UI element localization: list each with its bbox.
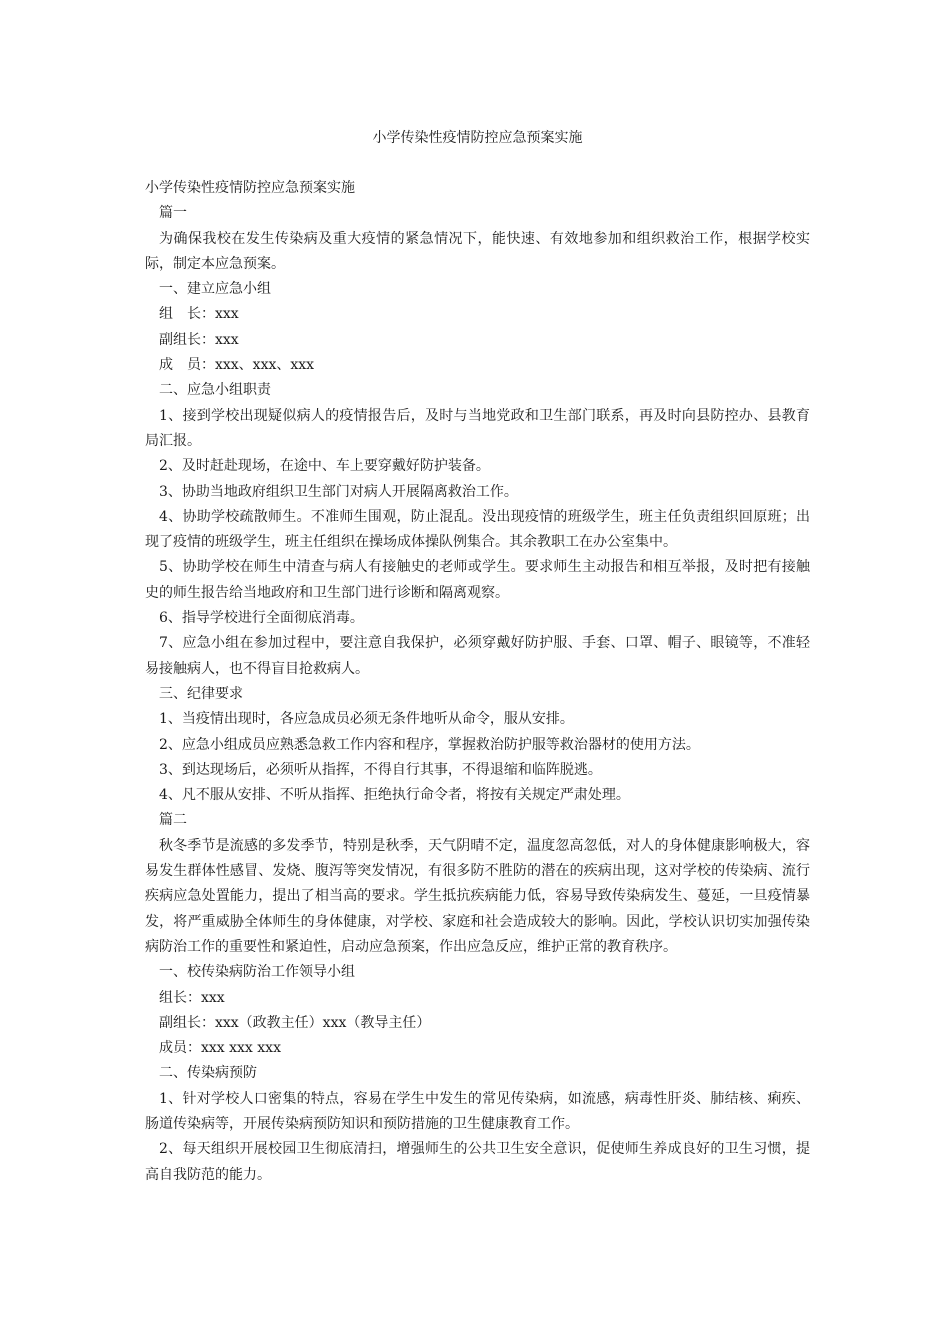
paragraph: 二、应急小组职责: [159, 382, 271, 399]
paragraph: 3、协助当地政府组织卫生部门对病人开展隔离救治工作。: [159, 483, 518, 500]
paragraph: 4、凡不服从安排、不听从指挥、拒绝执行命令者，将按有关规定严肃处理。: [159, 787, 630, 804]
paragraph: 7、应急小组在参加过程中，要注意自我保护，必须穿戴好防护服、手套、口罩、帽子、眼镜等，不准轻易接触病人，也不得盲目抢救病人。: [145, 635, 810, 677]
paragraph: 副组长：xxx: [159, 331, 239, 348]
paragraph: 3、到达现场后，必须听从指挥，不得自行其事，不得退缩和临阵脱逃。: [159, 761, 602, 778]
paragraph: 2、每天组织开展校园卫生彻底清扫，增强师生的公共卫生安全意识，促使师生养成良好的卫生习惯，提高自我防范的能力。: [145, 1141, 810, 1183]
paragraph: 组长：xxx: [159, 989, 225, 1006]
paragraph: 6、指导学校进行全面彻底消毒。: [159, 610, 364, 627]
paragraph: 组 长：xxx: [159, 306, 239, 323]
paragraph: 篇一: [159, 205, 187, 222]
paragraph: 2、及时赶赴现场，在途中、车上要穿戴好防护装备。: [159, 458, 490, 475]
paragraph: 一、建立应急小组: [159, 281, 271, 298]
paragraph: 一、校传染病防治工作领导小组: [159, 964, 355, 981]
paragraph: 1、针对学校人口密集的特点，容易在学生中发生的常见传染病，如流感，病毒性肝炎、肺结核、痢疾、肠道传染病等，开展传染病预防知识和预防措施的卫生健康教育工作。: [145, 1090, 810, 1132]
paragraph: 篇二: [159, 812, 187, 829]
paragraph: 小学传染性疫情防控应急预案实施: [145, 180, 355, 196]
paragraph: 2、应急小组成员应熟悉急救工作内容和程序，掌握救治防护服等救治器材的使用方法。: [159, 736, 700, 753]
paragraph: 为确保我校在发生传染病及重大疫情的紧急情况下，能快速、有效地参加和组织救治工作，根据学校实际，制定本应急预案。: [145, 230, 810, 272]
paragraph: 4、协助学校疏散师生。不准师生围观，防止混乱。没出现疫情的班级学生，班主任负责组织回原班；出现了疫情的班级学生，班主任组织在操场成体操队例集合。其余教职工在办公室集中。: [145, 508, 810, 551]
paragraph: 成 员：xxx、xxx、xxx: [159, 357, 315, 374]
document-body: [145, 176, 810, 1188]
paragraph: 成员：xxx xxx xxx: [159, 1040, 281, 1057]
document-title: 小学传染性疫情防控应急预案实施: [372, 130, 583, 146]
paragraph: 1、当疫情出现时，各应急成员必须无条件地听从命令，服从安排。: [159, 711, 574, 728]
paragraph: 秋冬季节是流感的多发季节，特别是秋季，天气阴晴不定，温度忽高忽低，对人的身体健康影响极大，容易发生群体性感冒、发烧、腹泻等突发情况，有很多防不胜防的潜在的疾病出现，这对学校的传染病、流行疾病应急处置能力，提出了相当高的要求。学生抵抗疾病能力低，容易导致传染病发生、蔓延，一旦疫情暴发，将严重威胁全体师生的身体健康，对学校、家庭和社会造成较大的影响。因此，学校认识切实加强传染病防治工作的重要性和紧迫性，启动应急预案，作出应急反应，维护正常的教育秩序。: [145, 837, 810, 955]
paragraph: 5、协助学校在师生中清查与病人有接触史的老师或学生。要求师生主动报告和相互举报，及时把有接触史的师生报告给当地政府和卫生部门进行诊断和隔离观察。: [145, 559, 810, 601]
paragraph: 三、纪律要求: [159, 685, 243, 702]
paragraph: 1、接到学校出现疑似病人的疫情报告后，及时与当地党政和卫生部门联系，再及时向县防控办、县教育局汇报。: [145, 407, 810, 449]
paragraph: 副组长：xxx（政教主任）xxx（教导主任）: [159, 1014, 431, 1031]
paragraph: 二、传染病预防: [159, 1065, 257, 1082]
